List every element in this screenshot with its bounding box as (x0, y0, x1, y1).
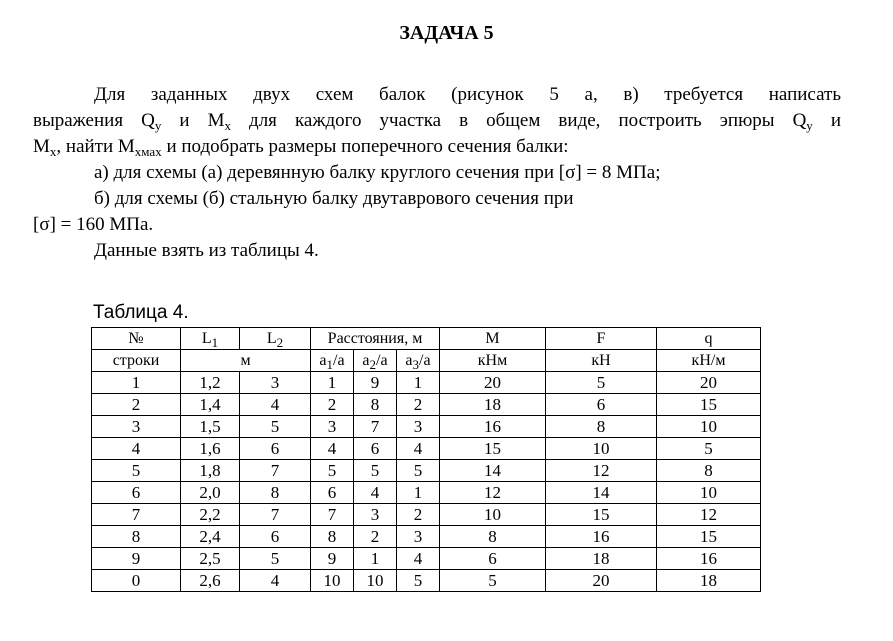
cell-m: 20 (440, 372, 546, 394)
cell-l2: 5 (240, 416, 311, 438)
cell-a1: 10 (311, 570, 354, 592)
cell-row-number: 0 (92, 570, 181, 592)
cell-m: 5 (440, 570, 546, 592)
cell-a1: 5 (311, 460, 354, 482)
cell-a1: 9 (311, 548, 354, 570)
text-fragment: и подобрать размеры поперечного сечения балки: (161, 136, 569, 157)
header-a2 (354, 350, 397, 372)
cell-a2: 1 (354, 548, 397, 570)
cell-a3: 4 (397, 548, 440, 570)
table-row (92, 504, 761, 526)
cell-m: 12 (440, 482, 546, 504)
cell-l1: 2,6 (181, 570, 240, 592)
table-header-row-1 (92, 328, 761, 350)
text-fragment: выражения Q (33, 110, 155, 131)
cell-a2: 3 (354, 504, 397, 526)
paragraph-line-3 (33, 134, 841, 160)
text-fragment: для каждого участка в общем виде, построить эпюры Q (230, 110, 807, 131)
cell-m: 10 (440, 504, 546, 526)
cell-q: 18 (657, 570, 761, 592)
cell-a2: 7 (354, 416, 397, 438)
cell-m: 8 (440, 526, 546, 548)
table-row (92, 570, 761, 592)
header-q: q (657, 328, 761, 350)
cell-a2: 4 (354, 482, 397, 504)
cell-row-number: 1 (92, 372, 181, 394)
subscript: y (806, 118, 813, 133)
subscript: 1 (211, 334, 219, 350)
header-length-unit: м (181, 350, 311, 372)
cell-a1: 1 (311, 372, 354, 394)
header-l2-text: L (266, 329, 277, 347)
paragraph-line-1-text: Для заданных двух схем балок (рисунок 5 а, в) требуется написать (94, 84, 841, 105)
cell-q: 15 (657, 526, 761, 548)
table-row (92, 416, 761, 438)
subscript: 3 (412, 356, 420, 372)
header-a3-text: a (405, 351, 413, 369)
cell-q: 5 (657, 438, 761, 460)
header-distances: Расстояния, м (311, 328, 440, 350)
header-m-unit: кНм (440, 350, 546, 372)
table-body (92, 372, 761, 592)
cell-row-number: 8 (92, 526, 181, 548)
cell-a2: 5 (354, 460, 397, 482)
header-a1-suffix: /a (333, 351, 345, 369)
paragraph-line-2 (33, 108, 841, 134)
cell-l2: 6 (240, 438, 311, 460)
header-f: F (546, 328, 657, 350)
text-fragment: и (812, 110, 842, 131)
cell-f: 15 (546, 504, 657, 526)
header-l1-text: L (201, 329, 212, 347)
paragraph-line-5: б) для схемы (б) стальную балку двутаврового сечения при (94, 188, 574, 209)
subscript: y (154, 118, 162, 133)
cell-l2: 3 (240, 372, 311, 394)
table-header-row-2 (92, 350, 761, 372)
table-row (92, 526, 761, 548)
cell-l1: 1,2 (181, 372, 240, 394)
cell-a1: 7 (311, 504, 354, 526)
paragraph-line-7: Данные взять из таблицы 4. (94, 240, 319, 261)
table-row (92, 548, 761, 570)
cell-a2: 6 (354, 438, 397, 460)
cell-a2: 9 (354, 372, 397, 394)
subscript: 2 (369, 356, 377, 372)
cell-m: 15 (440, 438, 546, 460)
table-caption: Таблица 4. (93, 302, 189, 323)
cell-f: 16 (546, 526, 657, 548)
data-table (91, 327, 761, 592)
cell-m: 18 (440, 394, 546, 416)
header-row-label: строки (92, 350, 181, 372)
table-row (92, 482, 761, 504)
table-row (92, 372, 761, 394)
cell-q: 16 (657, 548, 761, 570)
task-paragraph (33, 82, 841, 264)
subscript: x (49, 144, 57, 159)
cell-row-number: 9 (92, 548, 181, 570)
cell-q: 20 (657, 372, 761, 394)
table-row (92, 394, 761, 416)
text-fragment: M (33, 136, 50, 157)
cell-l1: 1,6 (181, 438, 240, 460)
cell-q: 10 (657, 482, 761, 504)
cell-a3: 5 (397, 570, 440, 592)
header-l1 (181, 328, 240, 350)
cell-a3: 5 (397, 460, 440, 482)
cell-a1: 8 (311, 526, 354, 548)
cell-q: 10 (657, 416, 761, 438)
cell-a1: 6 (311, 482, 354, 504)
cell-l1: 1,5 (181, 416, 240, 438)
cell-l1: 1,4 (181, 394, 240, 416)
cell-l2: 7 (240, 504, 311, 526)
cell-a2: 2 (354, 526, 397, 548)
cell-m: 14 (440, 460, 546, 482)
cell-l2: 4 (240, 570, 311, 592)
header-q-unit: кН/м (657, 350, 761, 372)
cell-f: 20 (546, 570, 657, 592)
cell-l2: 7 (240, 460, 311, 482)
paragraph-line-1 (33, 82, 841, 108)
subscript: x (224, 118, 231, 133)
cell-l1: 2,4 (181, 526, 240, 548)
cell-f: 18 (546, 548, 657, 570)
cell-l1: 2,0 (181, 482, 240, 504)
header-a3 (397, 350, 440, 372)
cell-l1: 2,5 (181, 548, 240, 570)
cell-a3: 2 (397, 394, 440, 416)
cell-a1: 3 (311, 416, 354, 438)
cell-q: 8 (657, 460, 761, 482)
cell-a1: 4 (311, 438, 354, 460)
header-a3-suffix: /a (419, 351, 431, 369)
header-m: M (440, 328, 546, 350)
header-a1-text: a (319, 351, 327, 369)
cell-a2: 10 (354, 570, 397, 592)
paragraph-line-4: а) для схемы (а) деревянную балку круглого сечения при [σ] = 8 МПа; (94, 162, 661, 183)
cell-f: 8 (546, 416, 657, 438)
text-fragment: , найти M (56, 136, 135, 157)
cell-a3: 4 (397, 438, 440, 460)
cell-a3: 3 (397, 416, 440, 438)
cell-l1: 2,2 (181, 504, 240, 526)
header-l2 (240, 328, 311, 350)
subscript: 2 (276, 334, 284, 350)
cell-row-number: 7 (92, 504, 181, 526)
cell-f: 5 (546, 372, 657, 394)
subscript: xмах (134, 144, 162, 159)
cell-f: 6 (546, 394, 657, 416)
header-f-unit: кН (546, 350, 657, 372)
cell-m: 16 (440, 416, 546, 438)
cell-f: 12 (546, 460, 657, 482)
paragraph-line-6: [σ] = 160 МПа. (33, 214, 154, 235)
header-a2-suffix: /a (376, 351, 388, 369)
header-num: № (92, 328, 181, 350)
cell-q: 15 (657, 394, 761, 416)
cell-a3: 2 (397, 504, 440, 526)
cell-l2: 8 (240, 482, 311, 504)
cell-a3: 1 (397, 482, 440, 504)
cell-l2: 5 (240, 548, 311, 570)
cell-m: 6 (440, 548, 546, 570)
cell-f: 10 (546, 438, 657, 460)
cell-l2: 4 (240, 394, 311, 416)
table-row (92, 438, 761, 460)
cell-f: 14 (546, 482, 657, 504)
cell-row-number: 2 (92, 394, 181, 416)
document-title: ЗАДАЧА 5 (399, 22, 494, 44)
cell-l1: 1,8 (181, 460, 240, 482)
header-a1 (311, 350, 354, 372)
cell-a1: 2 (311, 394, 354, 416)
cell-a3: 1 (397, 372, 440, 394)
cell-row-number: 4 (92, 438, 181, 460)
cell-a3: 3 (397, 526, 440, 548)
cell-q: 12 (657, 504, 761, 526)
cell-a2: 8 (354, 394, 397, 416)
text-fragment: и M (161, 110, 225, 131)
header-a2-text: a (362, 351, 370, 369)
cell-row-number: 6 (92, 482, 181, 504)
subscript: 1 (326, 356, 334, 372)
table-row (92, 460, 761, 482)
cell-row-number: 5 (92, 460, 181, 482)
cell-row-number: 3 (92, 416, 181, 438)
cell-l2: 6 (240, 526, 311, 548)
